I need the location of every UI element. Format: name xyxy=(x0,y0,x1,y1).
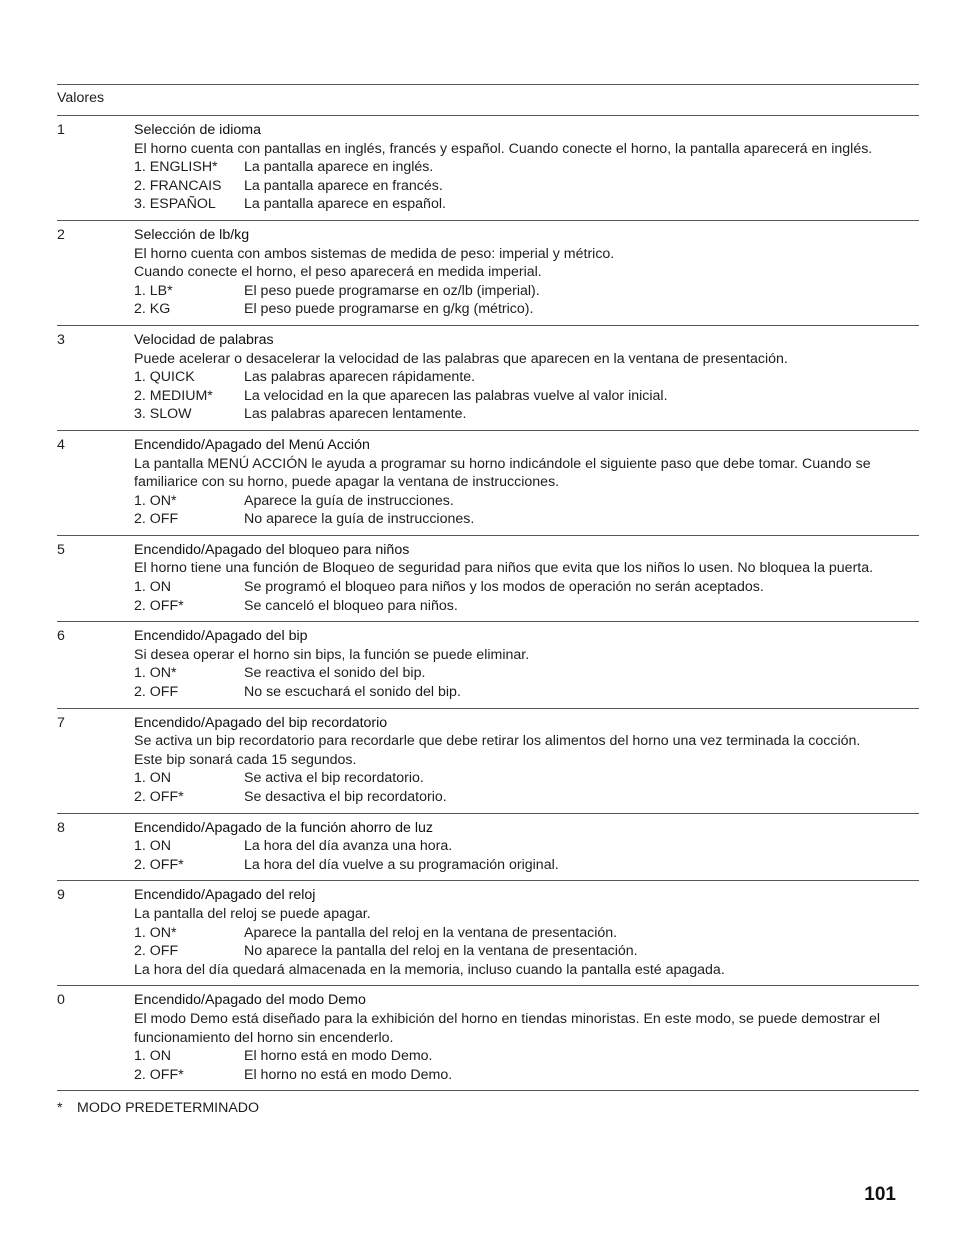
settings-table xyxy=(57,84,919,1091)
option-value: La velocidad en la que aparecen las palabras vuelve al valor inicial. xyxy=(244,387,668,404)
setting-description: La pantalla MENÚ ACCIÓN le ayuda a programar su horno indicándole el siguiente paso que debe tomar. Cuando se familiarice con su horno, puede apagar la ventana de instrucciones. xyxy=(134,455,871,491)
footnote xyxy=(57,1099,259,1118)
option-value: Se desactiva el bip recordatorio. xyxy=(244,789,447,805)
setting-description: El horno cuenta con pantallas en inglés, francés y español. Cuando conecte el horno, la pantalla aparecerá en inglés. xyxy=(134,140,873,157)
option-key: 3. ESPAÑOL xyxy=(134,196,216,213)
option-value: No aparece la guía de instrucciones. xyxy=(244,511,475,528)
setting-description: La pantalla del reloj se puede apagar. xyxy=(134,905,371,922)
option-value: El horno no está en modo Demo. xyxy=(244,1066,453,1083)
option-row xyxy=(134,837,919,856)
bottom-rule xyxy=(57,1090,919,1091)
option-value: El peso puede programarse en oz/lb (imperial). xyxy=(244,282,540,299)
option-key: 1. ON xyxy=(134,579,172,596)
option-key: 2. MEDIUM* xyxy=(134,387,213,404)
setting-number: 4 xyxy=(57,436,65,453)
setting-section xyxy=(57,985,919,1090)
setting-title: Selección de lb/kg xyxy=(134,226,250,243)
setting-section xyxy=(57,813,919,881)
option-key: 1. ON xyxy=(134,1048,172,1065)
settings-sections xyxy=(57,115,919,1090)
option-value: Las palabras aparecen lentamente. xyxy=(244,406,467,423)
option-key: 2. FRANCAIS xyxy=(134,177,222,194)
option-key: 1. ON* xyxy=(134,665,177,682)
setting-body xyxy=(134,541,919,615)
option-key: 1. QUICK xyxy=(134,369,195,386)
setting-number: 0 xyxy=(57,992,65,1009)
option-key: 2. OFF* xyxy=(134,789,184,805)
option-key: 2. OFF xyxy=(134,684,179,701)
setting-title: Selección de idioma xyxy=(134,122,261,138)
option-row xyxy=(134,177,919,196)
setting-title: Encendido/Apagado del bip recordatorio xyxy=(134,714,388,731)
setting-title: Encendido/Apagado del bip xyxy=(134,628,308,645)
footnote-text: MODO PREDETERMINADO xyxy=(77,1100,260,1116)
setting-number: 2 xyxy=(57,226,65,243)
option-row xyxy=(134,942,919,961)
option-key: 1. LB* xyxy=(134,282,173,299)
option-value: La hora del día avanza una hora. xyxy=(244,838,453,855)
setting-title: Encendido/Apagado del bloqueo para niños xyxy=(134,541,410,558)
setting-section xyxy=(57,621,919,707)
option-row xyxy=(134,597,919,616)
setting-number: 8 xyxy=(57,819,65,836)
setting-section xyxy=(57,708,919,813)
setting-description: Se activa un bip recordatorio para recordarle que debe retirar los alimentos del horno una vez terminada la cocción. xyxy=(134,733,861,750)
option-row xyxy=(134,769,919,788)
setting-description: Puede acelerar o desacelerar la velocidad de las palabras que aparecen en la ventana de presentación. xyxy=(134,350,788,367)
setting-body xyxy=(134,714,919,807)
option-row xyxy=(134,195,919,214)
option-key: 2. OFF* xyxy=(134,856,184,873)
option-key: 2. OFF xyxy=(134,511,179,528)
setting-number: 5 xyxy=(57,541,65,558)
setting-section xyxy=(57,430,919,535)
setting-number: 9 xyxy=(57,887,65,904)
setting-body xyxy=(134,819,919,875)
setting-title: Encendido/Apagado del modo Demo xyxy=(134,992,366,1009)
setting-body xyxy=(134,121,919,214)
setting-description: El modo Demo está diseñado para la exhibición del horno en tiendas minoristas. En este modo, se puede demostrar el funcionamiento del horno sin encenderlo. xyxy=(134,1010,881,1046)
setting-body xyxy=(134,436,919,529)
option-row xyxy=(134,683,919,702)
setting-description: El horno cuenta con ambos sistemas de medida de peso: imperial y métrico. xyxy=(134,245,615,262)
setting-body xyxy=(134,627,919,701)
option-key: 1. ENGLISH* xyxy=(134,159,218,176)
option-value: La hora del día vuelve a su programación original. xyxy=(244,856,559,873)
option-key: 3. SLOW xyxy=(134,406,192,423)
option-row xyxy=(134,1047,919,1066)
setting-title: Encendido/Apagado de la función ahorro de luz xyxy=(134,819,433,836)
option-value: La pantalla aparece en español. xyxy=(244,196,446,213)
setting-number: 6 xyxy=(57,628,65,645)
setting-note: La hora del día quedará almacenada en la memoria, incluso cuando la pantalla esté apagada. xyxy=(134,961,725,978)
setting-section xyxy=(57,115,919,220)
option-key: 2. OFF* xyxy=(134,597,184,614)
setting-title: Velocidad de palabras xyxy=(134,331,274,348)
option-row xyxy=(134,158,919,177)
option-row xyxy=(134,510,919,529)
option-key: 1. ON* xyxy=(134,492,177,509)
setting-section xyxy=(57,220,919,325)
option-value: Las palabras aparecen rápidamente. xyxy=(244,369,476,386)
option-key: 2. KG xyxy=(134,301,171,318)
setting-description: Cuando conecte el horno, el peso aparecerá en medida imperial. xyxy=(134,264,542,281)
option-value: Se activa el bip recordatorio. xyxy=(244,770,424,787)
setting-body xyxy=(134,226,919,319)
option-row xyxy=(134,368,919,387)
setting-description: Si desea operar el horno sin bips, la función se puede eliminar. xyxy=(134,646,530,663)
setting-number: 3 xyxy=(57,331,65,348)
option-value: Se reactiva el sonido del bip. xyxy=(244,665,426,682)
setting-description: Este bip sonará cada 15 segundos. xyxy=(134,751,357,768)
option-value: Se programó el bloqueo para niños y los modos de operación no serán aceptados. xyxy=(244,579,764,596)
option-row xyxy=(134,578,919,597)
option-key: 1. ON xyxy=(134,770,172,787)
setting-body xyxy=(134,331,919,424)
setting-number: 1 xyxy=(57,122,65,138)
option-value: El peso puede programarse en g/kg (métrico). xyxy=(244,301,534,318)
option-row xyxy=(134,282,919,301)
setting-body xyxy=(134,991,919,1084)
setting-body xyxy=(134,886,919,979)
option-row xyxy=(134,856,919,875)
option-row xyxy=(134,387,919,406)
option-row xyxy=(134,405,919,424)
option-row xyxy=(134,1066,919,1085)
option-key: 2. OFF* xyxy=(134,1066,184,1083)
setting-section xyxy=(57,535,919,621)
option-value: No aparece la pantalla del reloj en la ventana de presentación. xyxy=(244,943,638,960)
setting-section xyxy=(57,325,919,430)
option-row xyxy=(134,788,919,807)
option-value: La pantalla aparece en inglés. xyxy=(244,159,434,176)
option-value: La pantalla aparece en francés. xyxy=(244,177,443,194)
option-row xyxy=(134,664,919,683)
option-value: Aparece la pantalla del reloj en la ventana de presentación. xyxy=(244,924,618,941)
setting-section xyxy=(57,880,919,985)
setting-title: Encendido/Apagado del reloj xyxy=(134,887,316,904)
option-value: El horno está en modo Demo. xyxy=(244,1048,433,1065)
setting-title: Encendido/Apagado del Menú Acción xyxy=(134,436,370,453)
option-key: 1. ON* xyxy=(134,924,177,941)
setting-description: El horno tiene una función de Bloqueo de seguridad para niños que evita que los niños lo usen. No bloquea la puerta. xyxy=(134,560,874,577)
footnote-asterisk: * xyxy=(57,1100,63,1116)
option-row xyxy=(134,924,919,943)
page-number: 101 xyxy=(864,1184,896,1205)
option-key: 2. OFF xyxy=(134,943,179,960)
option-value: No se escuchará el sonido del bip. xyxy=(244,684,461,701)
option-value: Se canceló el bloqueo para niños. xyxy=(244,597,458,614)
option-key: 1. ON xyxy=(134,838,172,855)
setting-number: 7 xyxy=(57,714,65,731)
option-row xyxy=(134,300,919,319)
option-row xyxy=(134,492,919,511)
column-header: Valores xyxy=(57,90,105,106)
option-value: Aparece la guía de instrucciones. xyxy=(244,492,454,509)
